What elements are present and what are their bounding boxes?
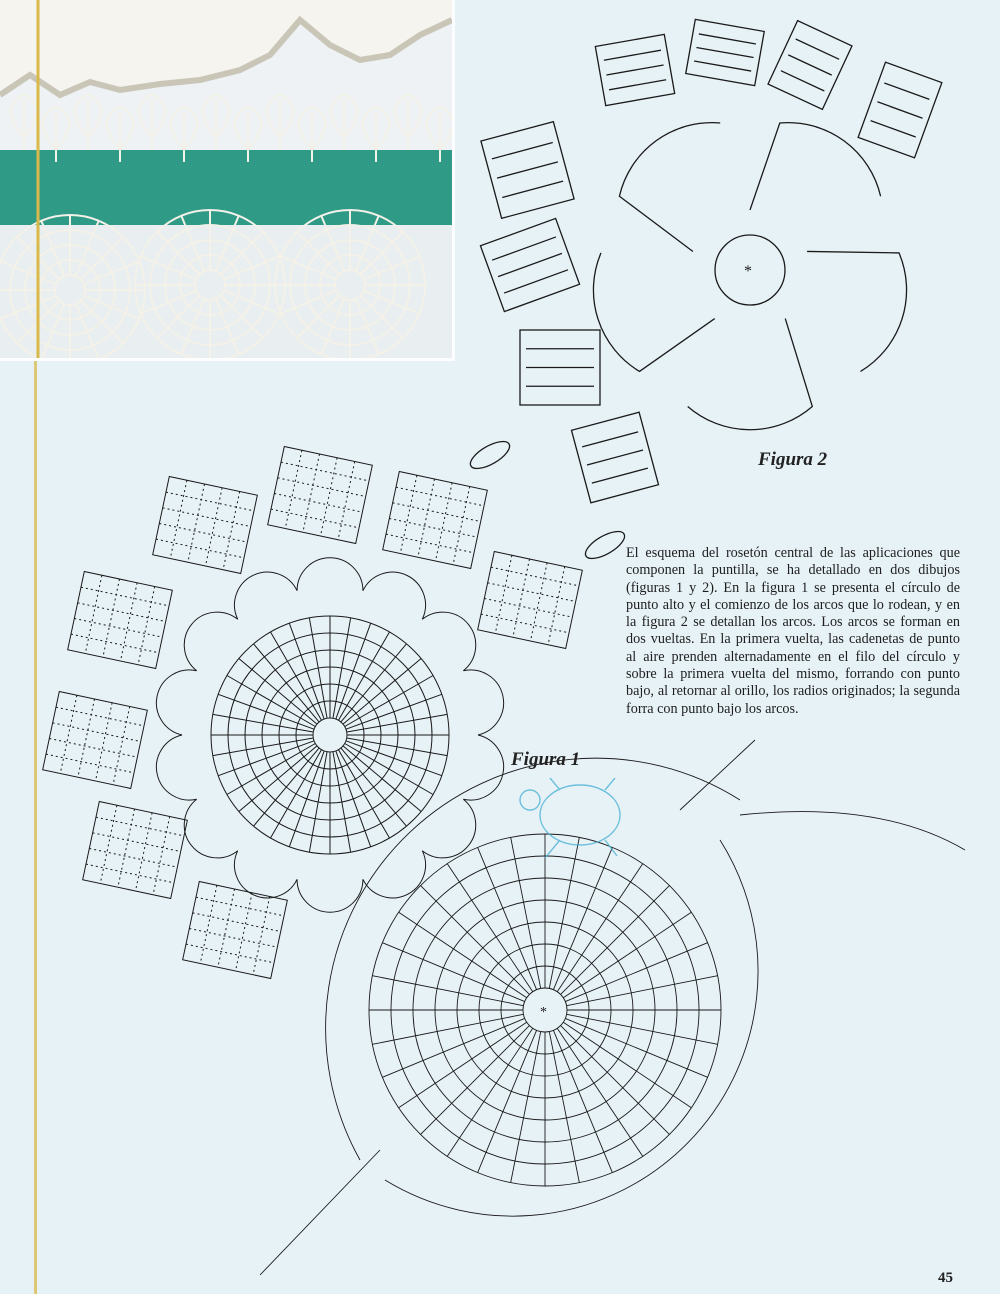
chain-block [595, 34, 674, 105]
scalloped-edge [156, 558, 503, 912]
chain-block [858, 62, 942, 158]
figure-2-diagram [466, 19, 941, 563]
chain-block [481, 122, 574, 219]
figure-1-diagram [43, 447, 583, 979]
turtle-stamp-icon [520, 778, 620, 858]
mesh-square [383, 472, 488, 569]
center-asterisk: * [744, 263, 752, 280]
fan-outer-arc [326, 758, 740, 1160]
chain-block [480, 218, 579, 311]
center-asterisk: * [540, 1005, 547, 1020]
mesh-square [478, 552, 583, 649]
figure-1-caption: Figura 1 [511, 749, 581, 770]
rosette-ring [313, 718, 347, 752]
fan-tail-curve [740, 812, 965, 850]
figure-2-caption: Figura 2 [758, 449, 828, 470]
page-number: 45 [938, 1270, 953, 1286]
chain-loop [466, 436, 513, 474]
mesh-square [153, 477, 258, 574]
chain-block [686, 19, 764, 85]
mesh-square [268, 447, 373, 544]
mesh-square [83, 802, 188, 899]
chain-block [520, 330, 600, 405]
mesh-square [68, 572, 173, 669]
mesh-square [183, 882, 288, 979]
turtle-head [520, 790, 540, 810]
half-circle-diagram [260, 740, 965, 1275]
fan-edge-line [260, 1150, 380, 1275]
chain-block [768, 21, 852, 110]
description-paragraph: El esquema del rosetón central de las aplicaciones que componen la puntilla, se ha detallado en dos dibujos (figuras 1 y 2). En la figura 1 se presenta el círculo de punto alto y el comienzo de los arcos que lo rodean, y en la figura 2 se detallan los arcos. Los arcos se forman en dos vueltas. En la primera vuelta, las cadenetas de punto al aire prenden alternadamente en el filo del círculo y sobre la primera vuelta del mismo, forrando con punto bajo, al retornar al orillo, los radios originados; la segunda forra con punto bajo los arcos. [626, 545, 960, 717]
chain-block [571, 412, 658, 503]
chain-loop [581, 526, 628, 564]
turtle-legs [545, 778, 617, 858]
turtle-shell [540, 785, 620, 845]
fan-edge-line [680, 740, 755, 810]
mesh-square [43, 692, 148, 789]
